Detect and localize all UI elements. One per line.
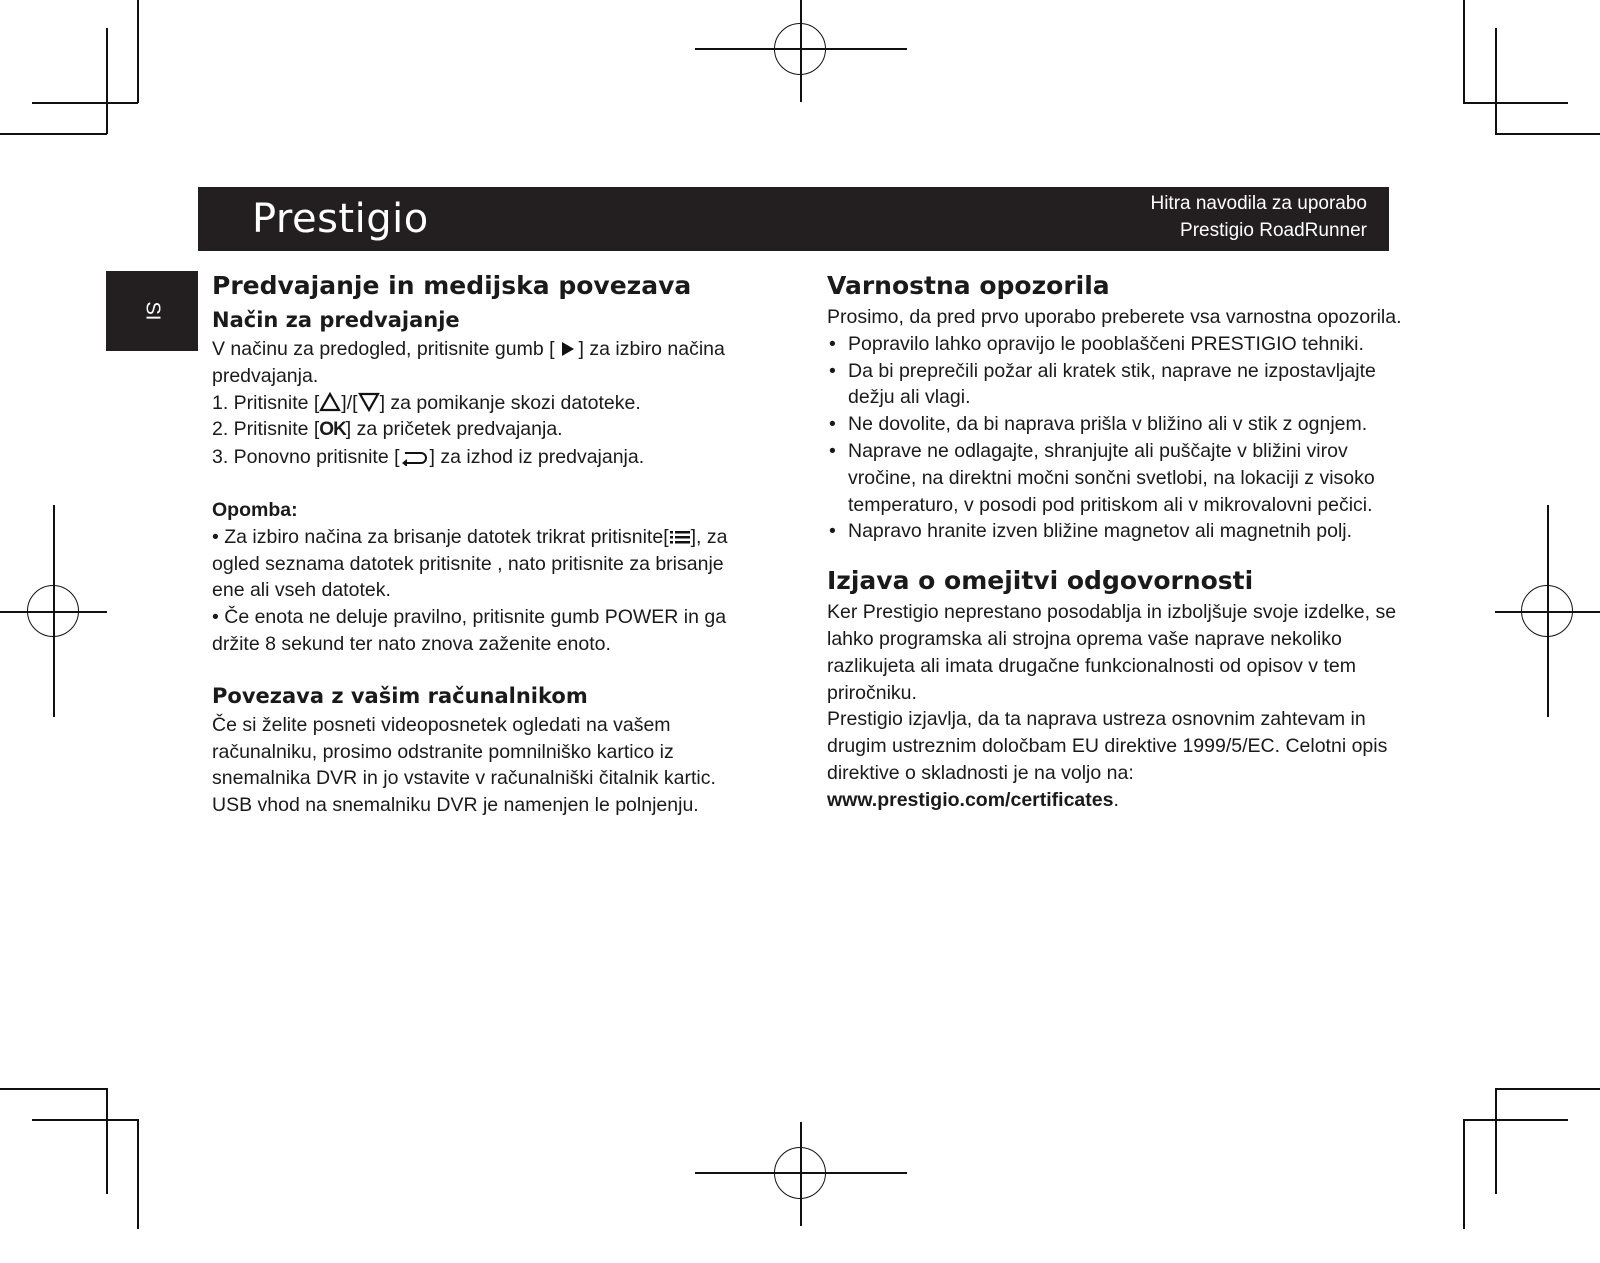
section-title-safety: Varnostna opozorila bbox=[827, 271, 1110, 300]
disclaimer-paragraph-1: Ker Prestigio neprestano posodablja in izboljšuje svoje izdelke, se lahko programska ali strojna oprema vaše naprave nekoliko razlikujeta ali imata drugačne funkcionalnosti od opisov v tem priročniku. bbox=[827, 601, 1397, 704]
section-title-playback-media: Predvajanje in medijska povezava bbox=[212, 271, 692, 300]
language-tab bbox=[106, 271, 198, 351]
section-title-disclaimer: Izjava o omejitvi odgovornosti bbox=[827, 566, 1254, 596]
header-product-name: Prestigio RoadRunner bbox=[1180, 220, 1367, 241]
subheading-playback-mode: Način za predvajanje bbox=[212, 308, 460, 332]
return-icon bbox=[400, 448, 430, 466]
disclaimer-paragraph-2: Prestigio izjavlja, da ta naprava ustreza osnovnim zahtevam in drugim ustreznim določbam EU direktive 1999/5/EC. Celotni opis direktive o skladnosti je na voljo na: bbox=[827, 708, 1388, 784]
pc-connection-text: Če si želite posneti videoposnetek ogledati na vašem računalniku, prosimo odstranite pomnilniško kartico iz snemalnika DVR in jo vstavite v računalniški čitalnik kartic. USB vhod na snemalniku DVR je namenjen le polnjenju. bbox=[212, 713, 716, 817]
safety-intro: Prosimo, da pred prvo uporabo preberete vsa varnostna opozorila. bbox=[827, 306, 1402, 328]
language-code: SI bbox=[141, 301, 164, 321]
play-icon bbox=[555, 340, 579, 358]
playback-step-1: 1. Pritisnite [ ]/[ ] za pomikanje skozi datoteke. bbox=[212, 391, 641, 414]
note-item-delete: • Za izbiro načina za brisanje datotek trikrat pritisnite[ ], za ogled seznama datotek pritisnite , nato pritisnite za brisanje ene ali vseh datotek. bbox=[212, 525, 728, 602]
down-triangle-icon bbox=[358, 392, 380, 412]
note-item-reset: • Če enota ne deluje pravilno, pritisnite gumb POWER in ga držite 8 sekund ter nato znova zaženite enoto. bbox=[212, 606, 727, 655]
header-info bbox=[1150, 190, 1367, 244]
safety-item: • Ne dovolite, da bi naprava prišla v bližino ali v stik z ognjem. bbox=[827, 411, 1407, 438]
playback-step-3: 3. Ponovno pritisnite [ ] za izhod iz predvajanja. bbox=[212, 446, 645, 469]
right-column bbox=[827, 268, 1407, 814]
brand-logo: Prestigio bbox=[252, 196, 429, 242]
ok-icon: OK bbox=[319, 419, 346, 441]
playback-step-2: 2. Pritisnite [OK] za pričetek predvajanja. bbox=[212, 418, 563, 441]
note-heading: Opomba: bbox=[212, 498, 298, 521]
subheading-pc-connection: Povezava z vašim računalnikom bbox=[212, 683, 588, 708]
header-bar bbox=[198, 187, 1389, 251]
safety-list bbox=[827, 331, 1407, 545]
safety-item: • Popravilo lahko opravijo le pooblaščeni PRESTIGIO tehniki. bbox=[827, 331, 1407, 358]
safety-item: • Napravo hranite izven bližine magnetov ali magnetnih polj. bbox=[827, 518, 1407, 545]
header-subtitle: Hitra navodila za uporabo bbox=[1150, 193, 1367, 214]
left-column bbox=[212, 268, 752, 819]
up-triangle-icon bbox=[319, 392, 341, 412]
playback-intro: V načinu za predogled, pritisnite gumb [ ] za izbiro načina predvajanja. bbox=[212, 338, 725, 387]
safety-item: • Naprave ne odlagajte, shranjujte ali puščajte v bližini virov vročine, na direktni močni sončni svetlobi, na lokaciji z visoko temperaturo, v posodi pod pritiskom ali v mikrovalovni pečici. bbox=[827, 438, 1407, 518]
certificates-line: www.prestigio.com/certificates. bbox=[827, 788, 1119, 811]
certificates-link[interactable]: www.prestigio.com/certificates bbox=[827, 788, 1114, 811]
safety-item: • Da bi preprečili požar ali kratek stik, naprave ne izpostavljajte dežju ali vlagi. bbox=[827, 358, 1407, 412]
menu-icon bbox=[669, 528, 691, 546]
